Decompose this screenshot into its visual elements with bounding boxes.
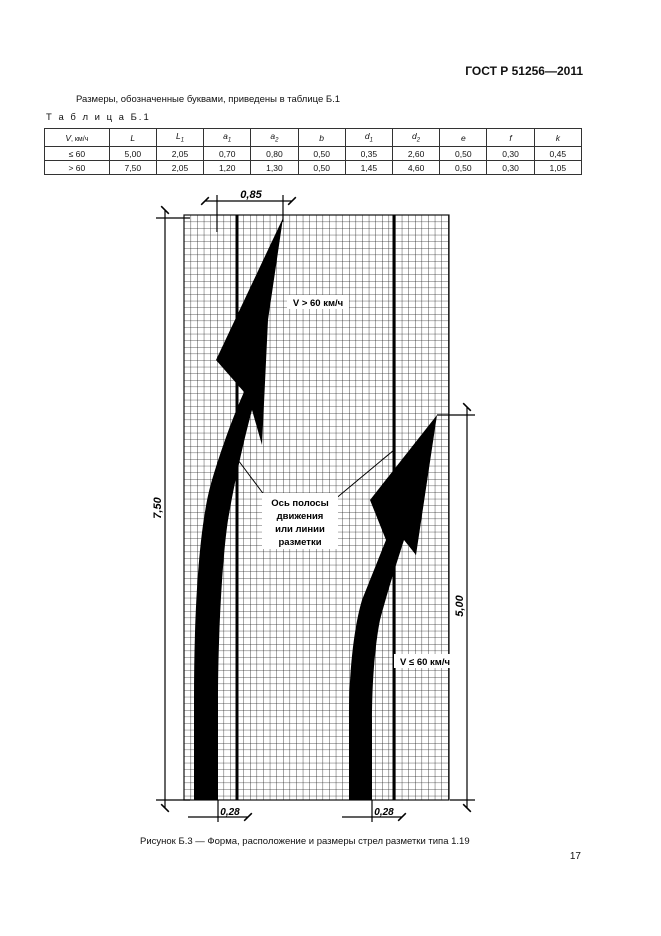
col-header: $L_1$: [156, 129, 203, 147]
col-header: $a_1$: [204, 129, 251, 147]
dim-label-bottom-left: 0,28: [220, 807, 240, 818]
axis-label-line: разметки: [278, 537, 322, 548]
table-cell: 1,20: [204, 161, 251, 175]
table-cell: 0,30: [487, 147, 534, 161]
col-header: f: [487, 129, 534, 147]
axis-label-line: Ось полосы: [271, 498, 329, 509]
page-number: 17: [569, 851, 581, 862]
table-cell: 0,50: [298, 147, 345, 161]
table-cell: 2,05: [156, 161, 203, 175]
table-cell: 2,60: [392, 147, 439, 161]
dim-label-right: 5,00: [454, 595, 466, 617]
table-cell: 1,45: [345, 161, 392, 175]
figure-caption: Рисунок Б.3 — Форма, расположение и размеры стрел разметки типа 1.19: [140, 836, 470, 847]
table-cell: 1,30: [251, 161, 298, 175]
axis-label-line: движения: [276, 511, 324, 522]
axis-label-line: или линии: [275, 524, 325, 535]
col-header: b: [298, 129, 345, 147]
table-cell: 0,50: [440, 147, 487, 161]
col-header: e: [440, 129, 487, 147]
table-cell: 0,35: [345, 147, 392, 161]
speed-label-high: V > 60 км/ч: [292, 298, 344, 309]
table-cell: 7,50: [109, 161, 156, 175]
table-cell: 2,05: [156, 147, 203, 161]
table-cell: 0,30: [487, 161, 534, 175]
table-cell: ≤ 60: [45, 147, 110, 161]
table-cell: > 60: [45, 161, 110, 175]
table-cell: 0,80: [251, 147, 298, 161]
speed-label-low: V ≤ 60 км/ч: [400, 657, 450, 668]
col-header: $d_1$: [345, 129, 392, 147]
col-header: $d_2$: [392, 129, 439, 147]
dim-label-left: 7,50: [152, 497, 164, 519]
table-cell: 0,45: [534, 147, 581, 161]
dim-label-bottom-right: 0,28: [374, 807, 394, 818]
table-cell: 0,50: [298, 161, 345, 175]
col-header: L: [109, 129, 156, 147]
intro-text: Размеры, обозначенные буквами, приведены в таблице Б.1: [76, 94, 341, 105]
col-header: k: [534, 129, 581, 147]
dim-label-top: 0,85: [240, 189, 262, 201]
table-cell: 0,50: [440, 161, 487, 175]
table-cell: 0,70: [204, 147, 251, 161]
table-cell: 5,00: [109, 147, 156, 161]
table-cell: 1,05: [534, 161, 581, 175]
col-header: $a_2$: [251, 129, 298, 147]
document-code: ГОСТ Р 51256—2011: [465, 64, 583, 78]
col-header: V, км/ч: [45, 129, 110, 147]
table-caption: Т а б л и ц а Б.1: [46, 112, 151, 123]
table-cell: 4,60: [392, 161, 439, 175]
